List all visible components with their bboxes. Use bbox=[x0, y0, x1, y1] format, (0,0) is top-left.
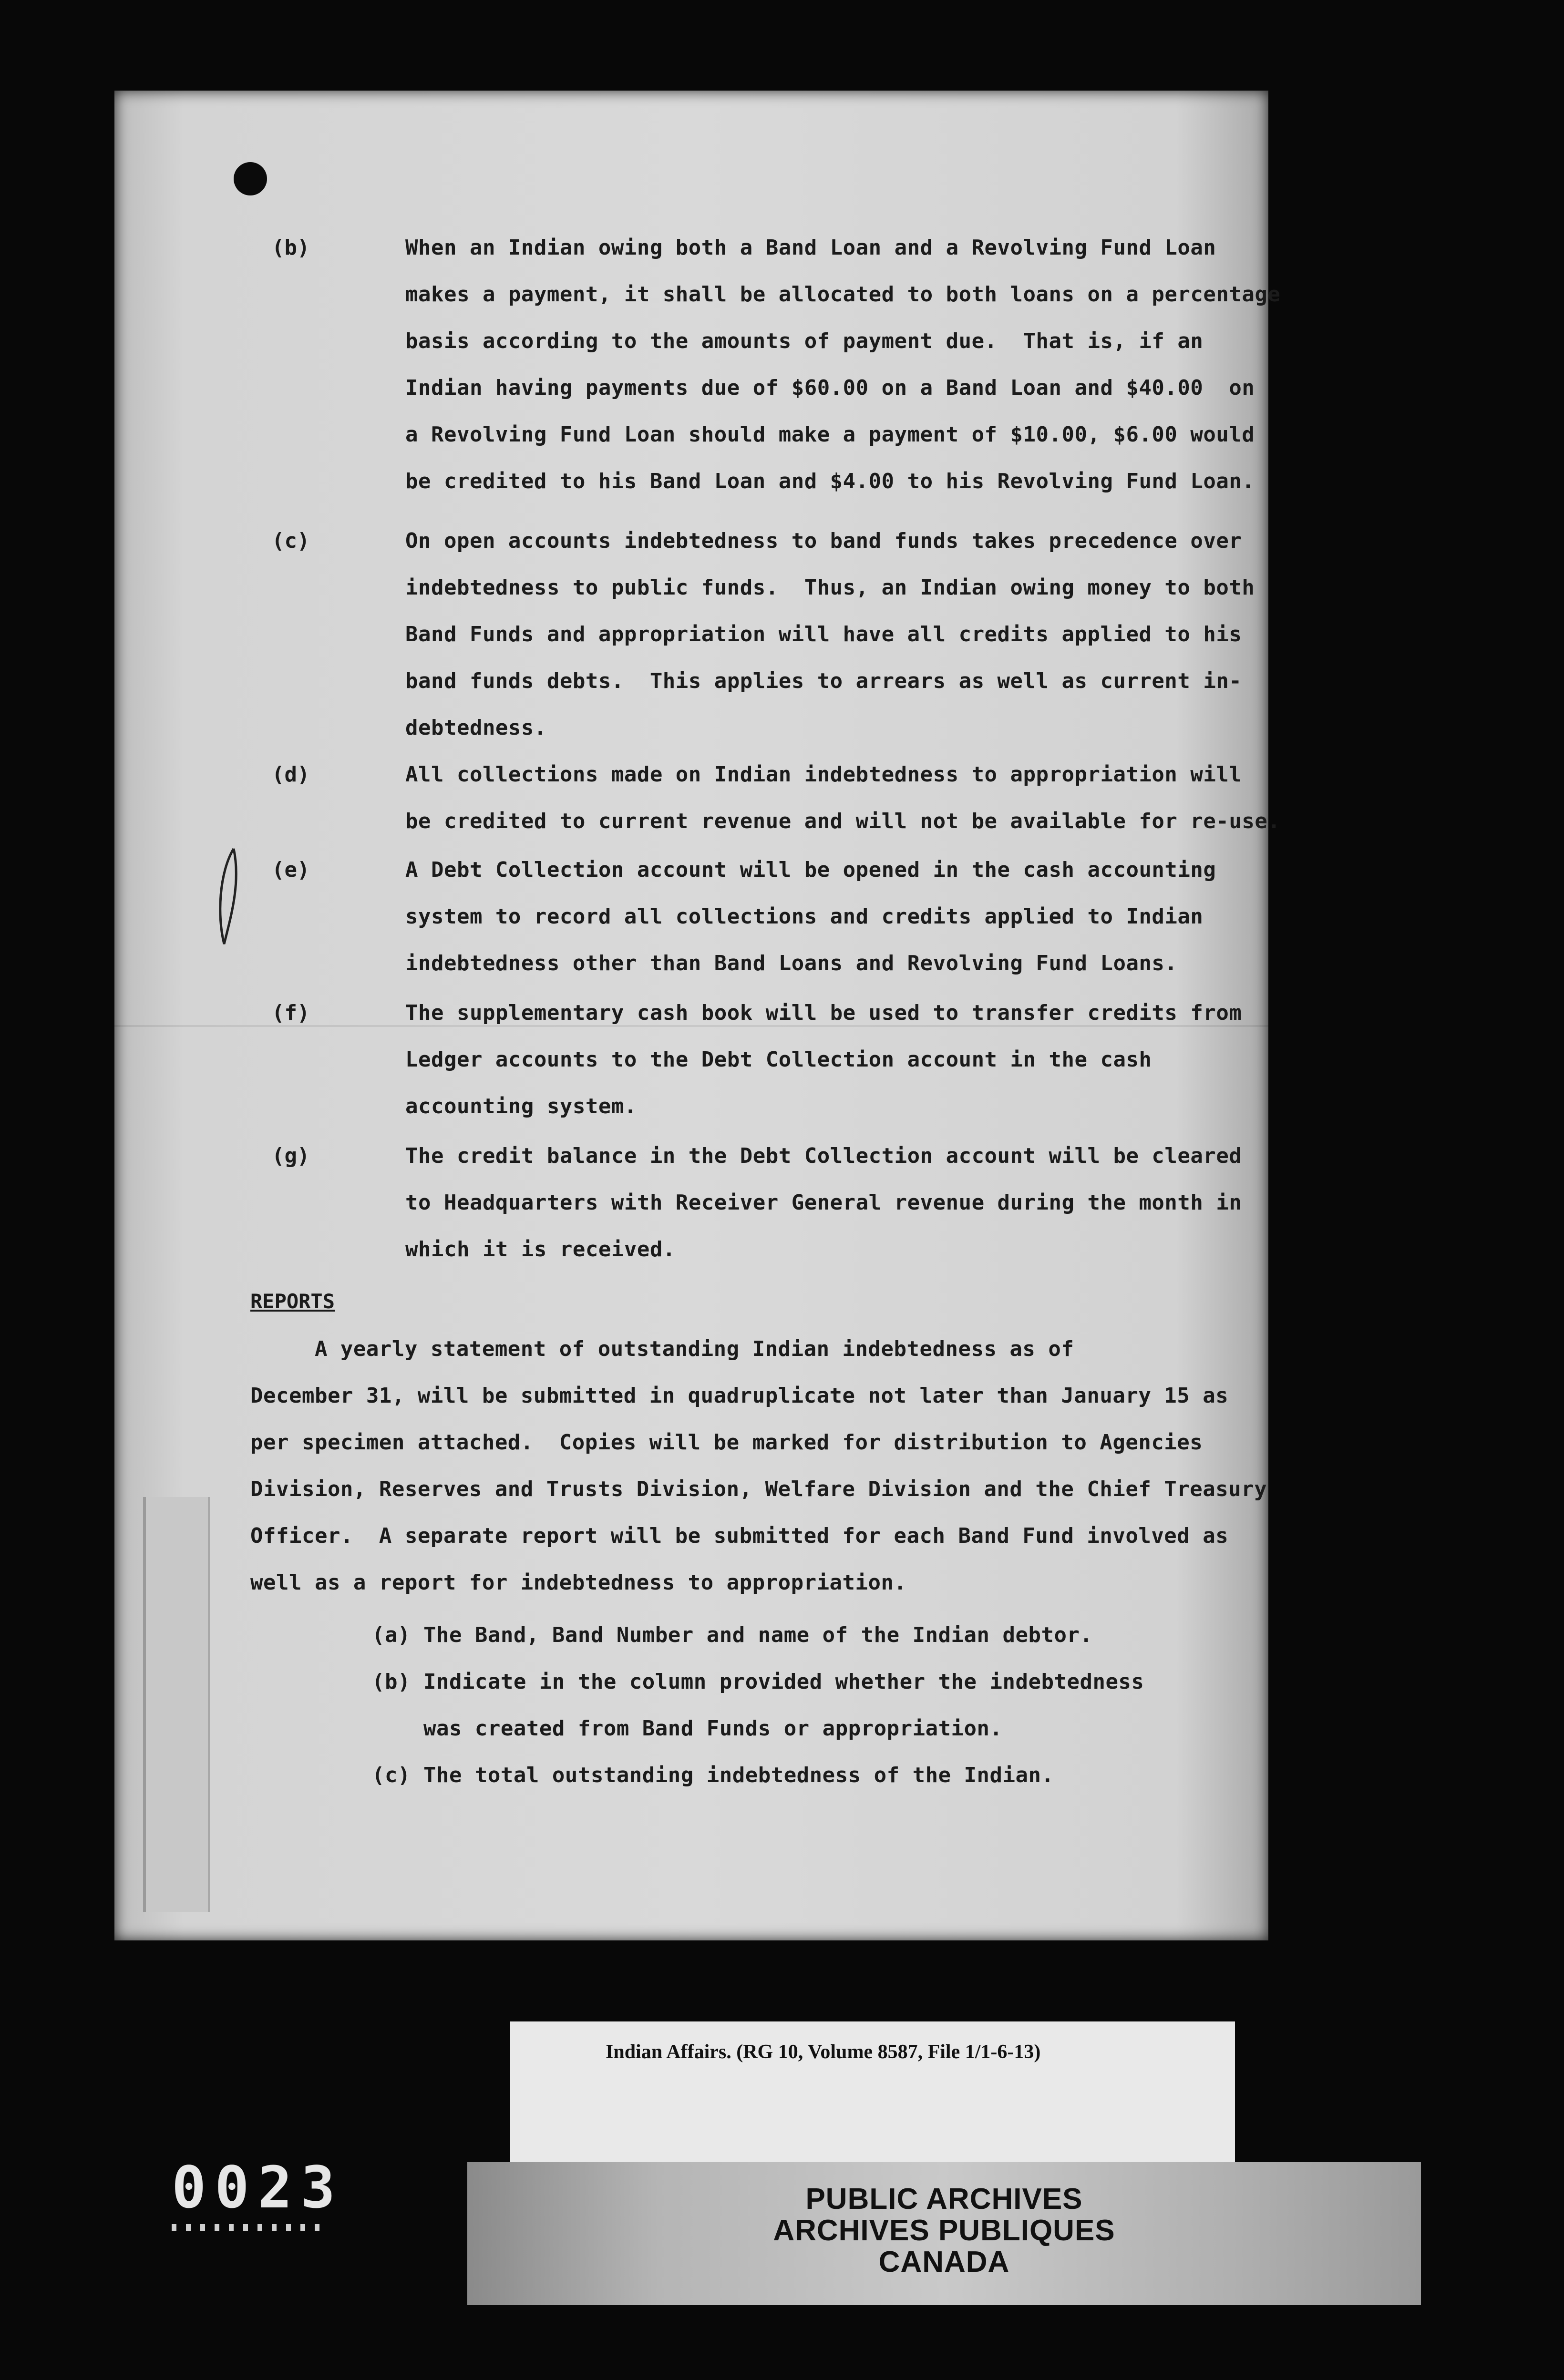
stamp-line-1: PUBLIC ARCHIVES bbox=[805, 2183, 1083, 2216]
item-text-line: a Revolving Fund Loan should make a payment of $10.00, $6.00 would bbox=[405, 422, 1255, 447]
item-text-line: On open accounts indebtedness to band funds takes precedence over bbox=[405, 529, 1242, 553]
reports-text-line: well as a report for indebtedness to appropriation. bbox=[250, 1570, 907, 1595]
reports-text-line: Officer. A separate report will be submitted for each Band Fund involved as bbox=[250, 1524, 1229, 1548]
document-page bbox=[114, 91, 1281, 1940]
report-item-line: (c) The total outstanding indebtedness of the Indian. bbox=[372, 1763, 1054, 1787]
reports-heading: REPORTS bbox=[250, 1290, 335, 1313]
reports-text-line: A yearly statement of outstanding Indian indebtedness as of bbox=[250, 1337, 1074, 1361]
stamp-line-2: ARCHIVES PUBLIQUES bbox=[773, 2214, 1115, 2247]
punch-hole bbox=[234, 162, 267, 195]
item-label: (b) bbox=[272, 236, 310, 260]
item-text-line: Indian having payments due of $60.00 on a Band Loan and $40.00 on bbox=[405, 376, 1255, 400]
stamp-line-3: CANADA bbox=[878, 2246, 1010, 2278]
pencil-check-mark bbox=[215, 844, 243, 949]
report-item-line: (b) Indicate in the column provided whether the indebtedness bbox=[372, 1670, 1144, 1694]
frame-number: 0023 bbox=[172, 2155, 344, 2221]
torn-edge-strip bbox=[143, 1497, 210, 1912]
report-item-line: was created from Band Funds or appropriation. bbox=[372, 1716, 1003, 1741]
item-text-line: All collections made on Indian indebtedness to appropriation will bbox=[405, 762, 1242, 787]
item-text-line: be credited to his Band Loan and $4.00 to his Revolving Fund Loan. bbox=[405, 469, 1255, 493]
item-label: (f) bbox=[272, 1001, 310, 1025]
item-text-line: makes a payment, it shall be allocated to both loans on a percentage bbox=[405, 282, 1281, 307]
item-text-line: When an Indian owing both a Band Loan and a Revolving Fund Loan bbox=[405, 236, 1216, 260]
item-text-line: Ledger accounts to the Debt Collection account in the cash bbox=[405, 1047, 1152, 1072]
reports-text-line: per specimen attached. Copies will be marked for distribution to Agencies bbox=[250, 1430, 1203, 1455]
item-text-line: The credit balance in the Debt Collection account will be cleared bbox=[405, 1144, 1242, 1168]
item-text-line: A Debt Collection account will be opened in the cash accounting bbox=[405, 858, 1216, 882]
item-text-line: indebtedness to public funds. Thus, an Indian owing money to both bbox=[405, 575, 1255, 600]
item-text-line: system to record all collections and credits applied to Indian bbox=[405, 904, 1204, 929]
item-text-line: to Headquarters with Receiver General revenue during the month in bbox=[405, 1190, 1242, 1215]
report-item-line: (a) The Band, Band Number and name of the Indian debtor. bbox=[372, 1623, 1093, 1647]
item-label: (d) bbox=[272, 762, 310, 787]
item-text-line: be credited to current revenue and will not be available for re-use. bbox=[405, 809, 1281, 833]
item-text-line: The supplementary cash book will be used to transfer credits from bbox=[405, 1001, 1242, 1025]
item-text-line: indebtedness other than Band Loans and Revolving Fund Loans. bbox=[405, 951, 1178, 975]
item-text-line: Band Funds and appropriation will have all credits applied to his bbox=[405, 622, 1242, 646]
reports-text-line: Division, Reserves and Trusts Division, Welfare Division and the Chief Treasury bbox=[250, 1477, 1267, 1501]
item-text-line: accounting system. bbox=[405, 1094, 637, 1118]
item-label: (c) bbox=[272, 529, 310, 553]
film-edge-ticks bbox=[172, 2224, 329, 2231]
item-label: (e) bbox=[272, 858, 310, 882]
item-text-line: which it is received. bbox=[405, 1237, 676, 1262]
item-label: (g) bbox=[272, 1144, 310, 1168]
archive-stamp bbox=[467, 2162, 1421, 2305]
item-text-line: debtedness. bbox=[405, 716, 547, 740]
item-text-line: basis according to the amounts of payment due. That is, if an bbox=[405, 329, 1204, 353]
item-text-line: band funds debts. This applies to arrears as well as current in- bbox=[405, 669, 1242, 693]
reports-text-line: December 31, will be submitted in quadruplicate not later than January 15 as bbox=[250, 1384, 1229, 1408]
archive-reference: Indian Affairs. (RG 10, Volume 8587, File 1/1-6-13) bbox=[606, 2041, 1041, 2063]
